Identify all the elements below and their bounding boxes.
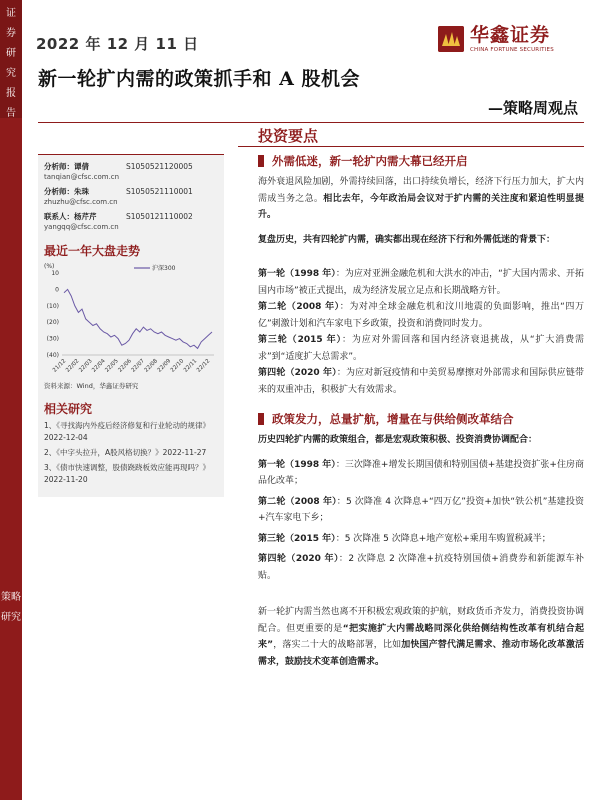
section-heading-text: 外需低迷，新一轮扩内需大幕已经开启	[272, 154, 468, 168]
bold-text: 第四轮（2020 年）	[258, 368, 337, 378]
paragraph	[258, 266, 584, 299]
chart-y-tick: (10)	[46, 302, 59, 310]
bold-text: 第一轮（1998 年）	[258, 269, 336, 279]
chart-y-tick: (20)	[46, 319, 59, 327]
related-research-item[interactable]: 2、《中字头拉升，A股风格切换？》2022-11-27	[44, 448, 207, 457]
analyst-entry	[44, 161, 218, 182]
body-text: ：为对冲全球金融危机和汶川地震的负面影响，推出“四万亿”刺激计划和汽车家电下乡政策，投资和消费同时发力。	[258, 302, 584, 329]
related-research-item[interactable]: 3、《债市快速调整，股债跷跷板效应能再现吗？》2022-11-20	[44, 463, 211, 484]
related-research-list	[38, 420, 224, 497]
analyst-cert-id: S1050121110002	[126, 212, 193, 221]
strategy-vertical	[0, 588, 22, 628]
body-text: ：为应对亚洲金融危机和大洪水的冲击，“扩大国内需求、开拓国内市场”被正式提出，成为经济发展立足点和长期战略方针。	[258, 269, 585, 296]
report-type-char: 告	[6, 108, 16, 119]
bold-text: 第三轮（2015 年）	[258, 533, 336, 544]
body-text: ：2 次降息 2 次降准+抗疫特别国债+消费券和新能源车补贴。	[258, 554, 584, 581]
title-divider	[38, 122, 584, 123]
analyst-entry	[44, 211, 218, 232]
strategy-char: 研	[1, 612, 11, 623]
company-logo	[438, 20, 586, 60]
body-text: ：三次降准+增发长期国债和特别国债+基建投资扩张+住房商品化改革；	[258, 459, 584, 486]
bold-text: 第三轮（2015 年）	[258, 335, 342, 345]
analyst-name: 分析师：谭倩	[44, 162, 89, 171]
body-text: ：为应对新冠疫情和中美贸易摩擦对外部需求和国际供应链带来的双重冲击，积极扩大有效需求。	[258, 368, 584, 395]
bold-text: 第二轮（2008 年）	[258, 302, 340, 312]
chart-x-tick: 22/02	[65, 358, 81, 374]
report-type-char: 究	[6, 68, 16, 79]
body-text: ：5 次降准 5 次降息+地产宽松+乘用车购置税减半；	[335, 533, 551, 544]
report-subtitle: —策略周观点	[487, 99, 578, 117]
analyst-list	[38, 155, 224, 240]
related-research-title: 相关研究	[44, 402, 93, 416]
chart-y-tick: 0	[55, 286, 59, 294]
report-type-vertical	[0, 4, 22, 124]
paragraph	[258, 604, 584, 670]
main-content	[258, 152, 584, 670]
chart-source: 资料来源：Wind，华鑫证券研究	[44, 382, 139, 390]
report-type-char: 证	[6, 8, 16, 19]
bold-text: 相比去年，今年政治局会议对于扩内需的关注度和紧迫性明显提升。	[258, 193, 584, 220]
analyst-row	[44, 211, 218, 222]
paragraph	[258, 332, 584, 365]
section-marker	[258, 413, 264, 425]
paragraph	[258, 299, 584, 332]
bold-text: 历史四轮扩内需的政策组合，都是宏观政策积极、投资消费协调配合：	[258, 435, 538, 445]
section-heading	[258, 410, 584, 428]
related-research-item[interactable]: 1、《寻找海内外疫后经济修复和行业轮动的规律》2022-12-04	[44, 421, 211, 442]
chart-y-tick: (30)	[46, 335, 59, 343]
analyst-cert-id: S1050521120005	[126, 162, 193, 171]
body-text: ，落实二十大的战略部署，比如	[273, 640, 402, 650]
bold-text: 复盘历史，共有四轮扩内需，确实都出现在经济下行和外需低迷的背景下：	[258, 234, 556, 245]
market-trend-title: 最近一年大盘走势	[44, 244, 141, 258]
paragraph	[258, 494, 584, 527]
report-type-char: 券	[6, 28, 16, 39]
sidebar-panel	[38, 155, 224, 497]
paragraph	[258, 232, 584, 249]
chart-y-tick: (40)	[46, 352, 59, 359]
chart-x-tick: 22/04	[91, 358, 107, 374]
highlights-divider	[238, 146, 584, 147]
paragraph	[258, 457, 584, 490]
chart-x-tick: 21/12	[51, 358, 68, 374]
chart-x-tick: 22/06	[117, 358, 133, 374]
strategy-char: 究	[11, 612, 21, 623]
analyst-entry	[44, 186, 218, 207]
chart-x-tick: 22/03	[78, 358, 94, 374]
investment-highlights-heading: 投资要点	[258, 127, 319, 145]
analyst-cert-id: S1050521110001	[126, 187, 193, 196]
analyst-row	[44, 161, 218, 172]
bold-text: 第四轮（2020 年）	[258, 554, 339, 564]
body-text: 海外衰退风险加剧，外需持续回落，出口持续负增长，经济下行压力加大，扩大内需成当务之急。	[258, 177, 584, 204]
chart-series-line	[64, 289, 212, 348]
chart-y-unit: (%)	[44, 263, 55, 270]
section-marker	[258, 155, 264, 167]
logo-icon	[438, 26, 464, 52]
paragraph	[258, 174, 584, 224]
report-title: 新一轮扩内需的政策抓手和 A 股机会	[38, 68, 360, 90]
chart-x-tick: 22/09	[156, 358, 173, 374]
market-trend-chart	[38, 259, 224, 381]
analyst-email[interactable]: yangqq@cfsc.com.cn	[44, 223, 119, 231]
paragraph	[258, 551, 584, 584]
analyst-email[interactable]: tanqian@cfsc.com.cn	[44, 173, 120, 181]
paragraph	[258, 531, 584, 548]
chart-x-tick: 22/12	[195, 358, 212, 374]
analyst-row	[44, 186, 218, 197]
chart-x-tick: 22/05	[104, 358, 120, 374]
body-text: 新一轮扩内需当然也离不开积极宏观政策的护航，财政货币齐发力，消费投资协调配合。但更重要的是	[258, 607, 584, 634]
paragraph	[258, 365, 584, 398]
body-text: ：5 次降准 4 次降息+“四万亿”投资+加快“铁公机”基建投资+汽车家电下乡；	[258, 496, 584, 523]
paragraph	[258, 432, 584, 449]
report-date: 2022 年 12 月 11 日	[36, 35, 199, 53]
logo-text-en: CHINA FORTUNE SECURITIES	[470, 47, 554, 53]
bold-text: 加快国产替代满足需求、推动市场化改革激活需求，鼓励技术变革创造需求。	[258, 640, 584, 667]
chart-svg	[38, 259, 224, 381]
strategy-char: 策	[1, 592, 11, 603]
report-type-char: 研	[6, 48, 16, 59]
chart-x-tick: 22/07	[130, 358, 146, 374]
section-heading-text: 政策发力，总量扩航，增量在与供给侧改革结合	[272, 412, 514, 426]
logo-text-cn: 华鑫证券	[470, 24, 551, 46]
body-text: ：为应对外需回落和国内经济衰退挑战，从“扩大消费需求”到“适度扩大总需求”。	[258, 335, 585, 362]
strategy-char: 略	[11, 592, 21, 603]
analyst-name: 分析师：朱珠	[44, 187, 89, 196]
analyst-email[interactable]: zhuzhu@cfsc.com.cn	[44, 198, 118, 206]
bold-text: 第二轮（2008 年）	[258, 496, 337, 507]
analyst-name: 联系人：杨芹芹	[44, 212, 97, 221]
chart-y-tick: 10	[51, 270, 59, 277]
section-heading	[258, 152, 584, 170]
chart-x-tick: 22/11	[182, 358, 199, 374]
chart-x-tick: 22/10	[169, 358, 186, 374]
chart-x-tick: 22/08	[143, 358, 160, 374]
chart-legend-label: 沪深300	[152, 265, 176, 272]
bold-text: “把实施扩大内需战略同深化供给侧结构性改革有机结合起来”	[258, 623, 584, 650]
report-type-char: 报	[6, 88, 16, 99]
bold-text: 第一轮（1998 年）	[258, 459, 336, 470]
